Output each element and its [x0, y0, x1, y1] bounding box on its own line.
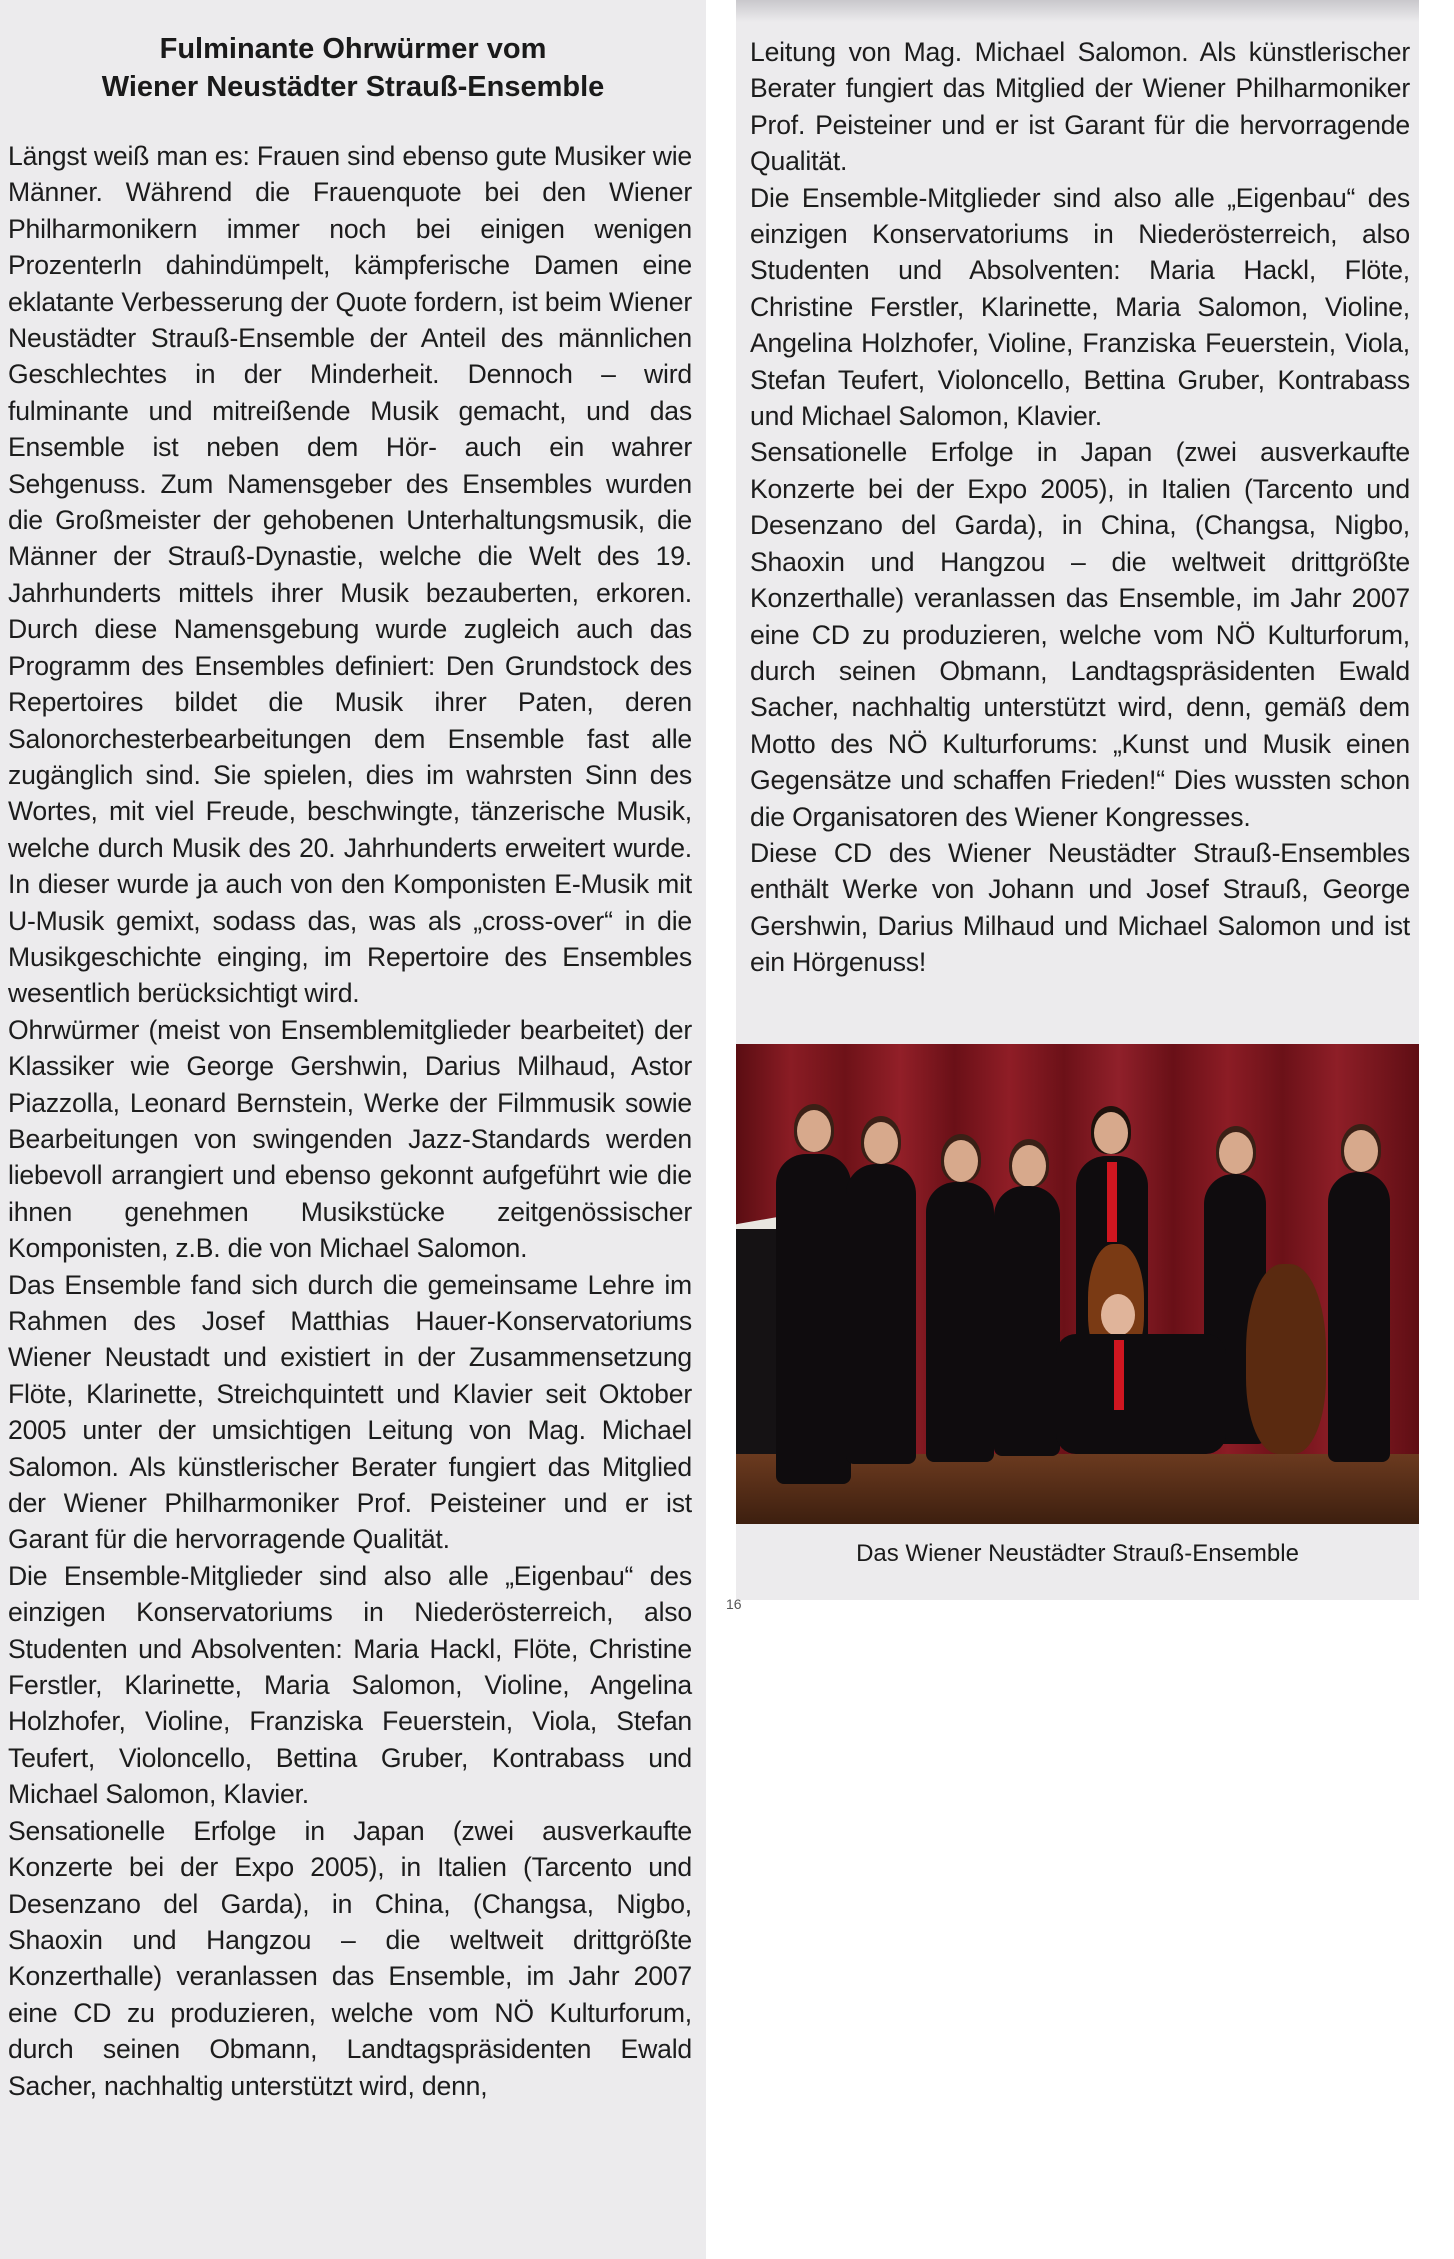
red-tie: [1114, 1340, 1124, 1410]
photo-caption: Das Wiener Neustädter Strauß-Ensemble: [856, 1540, 1299, 1567]
musician-head: [864, 1122, 898, 1164]
left-article-strip: [0, 0, 706, 2259]
musician-clarinet: [846, 1164, 916, 1464]
double-bass: [1246, 1264, 1326, 1454]
scan-edge: [736, 0, 1419, 22]
musician-viola: [994, 1186, 1060, 1456]
musician-head: [1219, 1132, 1253, 1174]
musician-head: [944, 1140, 978, 1182]
paragraph: Diese CD des Wiener Neustädter Strauß-Ensembles enthält Werke von Johann und Josef Strauß, George Gershwin, Darius Milhaud und Michael Salomon und ist ein Hörgenuss!: [750, 837, 1410, 978]
paragraph: Längst weiß man es: Frauen sind ebenso gute Musiker wie Männer. Während die Frauenquote bei den Wiener Philharmonikern immer noch bei einigen wenigen Prozenterln dahindümpelt, kämpferische Damen eine eklatante Verbesserung der Quote fordern, ist beim Wiener Neustädter Strauß-Ensemble der Anteil des männlichen Geschlechtes in der Minderheit. Dennoch – wird fulminante und mitreißende Musik gemacht, und das Ensemble ist neben dem Hör- auch ein wahrer Sehgenuss. Zum Namensgeber des Ensembles wurden die Großmeister der gehobenen Unterhaltungsmusik, die Männer der Strauß-Dynastie, welche die Welt des 19. Jahrhunderts mittels ihrer Musik bezauberten, erkoren. Durch diese Namensgebung wurde zugleich auch das Programm des Ensembles definiert: Den Grundstock des Repertoires bildet die Musik ihrer Paten, deren Salonorchesterbearbeitungen dem Ensemble fast alle zugänglich sind. Sie spielen, dies im wahrsten Sinn des Wortes, mit viel Freude, beschwingte, tänzerische Musik, welche durch Musik des 20. Jahrhunderts erweitert wurde. In dieser wurde ja auch von den Komponisten E-Musik mit U-Musik gemixt, sodass das, was als „cross-over“ in die Musikgeschichte einging, im Repertoire des Ensembles wesentlich berücksichtigt wird.: [8, 141, 692, 1009]
paragraph: Leitung von Mag. Michael Salomon. Als künstlerischer Berater fungiert das Mitglied der Wiener Philharmoniker Prof. Peisteiner und er ist Garant für die hervorragende Qualität.: [750, 37, 1410, 177]
title-line-1: Fulminante Ohrwürmer vom: [159, 33, 547, 65]
musician-head: [1094, 1112, 1128, 1154]
ensemble-photo: [736, 1044, 1419, 1524]
pianist-head: [1101, 1294, 1135, 1336]
musician-bass: [1328, 1172, 1390, 1462]
paragraph: Die Ensemble-Mitglieder sind also alle „Eigenbau“ des einzigen Konservatoriums in Niederösterreich, also Studenten und Absolventen: Maria Hackl, Flöte, Christine Ferstler, Klarinette, Maria Salomon, Violine, Angelina Holzhofer, Violine, Franziska Feuerstein, Viola, Stefan Teufert, Violoncello, Bettina Gruber, Kontrabass und Michael Salomon, Klavier.: [8, 1560, 692, 1810]
paragraph: Sensationelle Erfolge in Japan (zwei ausverkaufte Konzerte bei der Expo 2005), in Italien (Tarcento und Desenzano del Garda), in China, (Changsa, Nigbo, Shaoxin und Hangzou – die weltweit drittgrößte Konzerthalle) veranlassen das Ensemble, im Jahr 2007 eine CD zu produzieren, welche vom NÖ Kulturforum, durch seinen Obmann, Landtagspräsidenten Ewald Sacher, nachhaltig unterstützt wird, denn,: [8, 1815, 692, 2101]
paragraph: Das Ensemble fand sich durch die gemeinsame Lehre im Rahmen des Josef Matthias Hauer-Konservatoriums Wiener Neustadt und existiert in der Zusammensetzung Flöte, Klarinette, Streichquintett und Klavier seit Oktober 2005 unter der umsichtigen Leitung von Mag. Michael Salomon. Als künstlerischer Berater fungiert das Mitglied der Wiener Philharmoniker Prof. Peisteiner und er ist Garant für die hervorragende Qualität.: [8, 1269, 692, 1555]
musician-head: [1344, 1130, 1378, 1172]
paragraph: Sensationelle Erfolge in Japan (zwei ausverkaufte Konzerte bei der Expo 2005), in Italien (Tarcento und Desenzano del Garda), in China, (Changsa, Nigbo, Shaoxin und Hangzou – die weltweit drittgrößte Konzerthalle) veranlassen das Ensemble, im Jahr 2007 eine CD zu produzieren, welche vom NÖ Kulturforum, durch seinen Obmann, Landtagspräsidenten Ewald Sacher, nachhaltig unterstützt wird, denn, gemäß dem Motto des NÖ Kulturforums: „Kunst und Musik einen Gegensätze und schaffen Frieden!“ Dies wussten schon die Organisatoren des Wiener Kongresses.: [750, 437, 1410, 832]
left-text-column: [8, 138, 692, 2104]
paragraph: Die Ensemble-Mitglieder sind also alle „Eigenbau“ des einzigen Konservatoriums in Niederösterreich, also Studenten und Absolventen: Maria Hackl, Flöte, Christine Ferstler, Klarinette, Maria Salomon, Violine, Angelina Holzhofer, Violine, Franziska Feuerstein, Viola, Stefan Teufert, Violoncello, Bettina Gruber, Kontrabass und Michael Salomon, Klavier.: [750, 182, 1410, 432]
right-text-column: [750, 34, 1410, 981]
title-line-2: Wiener Neustädter Strauß-Ensemble: [101, 71, 605, 103]
musician-flute: [776, 1154, 851, 1484]
musician-violin: [926, 1182, 994, 1462]
paragraph: Ohrwürmer (meist von Ensemblemitglieder bearbeitet) der Klassiker wie George Gershwin, Darius Milhaud, Astor Piazzolla, Leonard Bernstein, Werke der Filmmusik sowie Bearbeitungen von swingenden Jazz-Standards werden liebevoll arrangiert und ebenso gekonnt aufgeführt wie die ihnen genehmen Musikstücke zeitgenössischer Komponisten, z.B. die von Michael Salomon.: [8, 1014, 692, 1264]
red-tie: [1107, 1162, 1117, 1242]
pianist-seated: [1056, 1334, 1226, 1454]
musician-head: [1012, 1145, 1046, 1187]
page-number: 16: [726, 1596, 742, 1612]
article-title: [18, 30, 688, 106]
musician-head: [797, 1110, 831, 1152]
